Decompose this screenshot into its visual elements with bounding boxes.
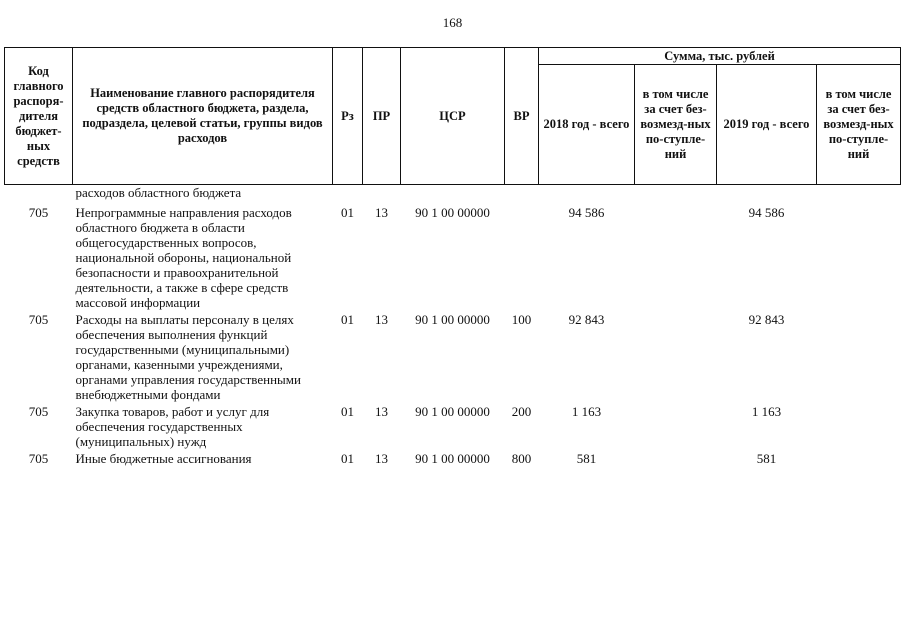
cell-2018: 1 163 xyxy=(571,404,602,419)
cell-name: Иные бюджетные ассигнования xyxy=(75,451,252,466)
cell-2019: 92 843 xyxy=(748,312,785,327)
cell-2019: 581 xyxy=(756,451,777,466)
table-row xyxy=(5,204,901,311)
cell-2018: 94 586 xyxy=(568,205,605,220)
cell-pr: 13 xyxy=(375,312,388,327)
cell-2018-free xyxy=(635,311,717,403)
cell-code: 705 xyxy=(28,312,49,327)
cell-pr: 13 xyxy=(375,205,388,220)
header-csr: ЦСР xyxy=(401,48,505,185)
cell-name: Закупка товаров, работ и услуг для обеспечения государственных (муниципальных) нужд xyxy=(75,404,270,449)
header-sum: Сумма, тыс. рублей xyxy=(539,48,901,65)
table-row-continuation xyxy=(5,185,901,205)
cell-rz: 01 xyxy=(341,404,354,419)
header-2019-free: в том числе за счет без-возмезд-ных по-ступле-ний xyxy=(817,65,901,185)
table-row xyxy=(5,450,901,467)
cell-2018-free xyxy=(635,403,717,450)
header-vr: ВР xyxy=(505,48,539,185)
cell-code: 705 xyxy=(28,205,49,220)
continuation-text: расходов областного бюджета xyxy=(75,185,242,200)
cell-2019-free xyxy=(817,204,901,311)
cell-rz: 01 xyxy=(341,205,354,220)
cell-name: Непрограммные направления расходов областного бюджета в области общегосударственных вопросов, национальной обороны, национальной безопасности и правоохранительной деятельности, а также в сфере средств массовой информации xyxy=(75,205,292,310)
cell-csr: 90 1 00 00000 xyxy=(415,404,490,419)
cell-csr: 90 1 00 00000 xyxy=(415,205,490,220)
cell-code: 705 xyxy=(28,404,49,419)
table-row xyxy=(5,311,901,403)
cell-2018: 581 xyxy=(576,451,597,466)
header-2018-total: 2018 год - всего xyxy=(539,65,635,185)
cell-vr: 800 xyxy=(511,451,532,466)
cell-2018: 92 843 xyxy=(568,312,605,327)
cell-rz: 01 xyxy=(341,312,354,327)
cell-2019-free xyxy=(817,450,901,467)
cell-2019: 1 163 xyxy=(751,404,782,419)
cell-2019: 94 586 xyxy=(748,205,785,220)
cell-pr: 13 xyxy=(375,404,388,419)
cell-code: 705 xyxy=(28,451,49,466)
cell-2019-free xyxy=(817,403,901,450)
header-2019-total: 2019 год - всего xyxy=(717,65,817,185)
header-rz: Рз xyxy=(333,48,363,185)
page-number: 168 xyxy=(442,15,463,30)
header-code: Код главного распоря-дителя бюджет-ных средств xyxy=(5,48,73,185)
cell-name: Расходы на выплаты персоналу в целях обеспечения выполнения функций государственными (муниципальными) органами, казенными учреждениями, органами управления государственными внебюджетными фондами xyxy=(75,312,301,402)
cell-2018-free xyxy=(635,450,717,467)
cell-2019-free xyxy=(817,311,901,403)
cell-csr: 90 1 00 00000 xyxy=(415,312,490,327)
cell-pr: 13 xyxy=(375,451,388,466)
budget-table xyxy=(4,47,901,467)
cell-vr: 200 xyxy=(511,404,532,419)
cell-csr: 90 1 00 00000 xyxy=(415,451,490,466)
cell-2018-free xyxy=(635,204,717,311)
cell-vr: 100 xyxy=(511,312,532,327)
header-pr: ПР xyxy=(363,48,401,185)
header-2018-free: в том числе за счет без-возмезд-ных по-ступле-ний xyxy=(635,65,717,185)
cell-vr xyxy=(505,204,539,311)
header-name: Наименование главного распорядителя средств областного бюджета, раздела, подраздела, целевой статьи, группы видов расходов xyxy=(73,48,333,185)
table-row xyxy=(5,403,901,450)
cell-rz: 01 xyxy=(341,451,354,466)
